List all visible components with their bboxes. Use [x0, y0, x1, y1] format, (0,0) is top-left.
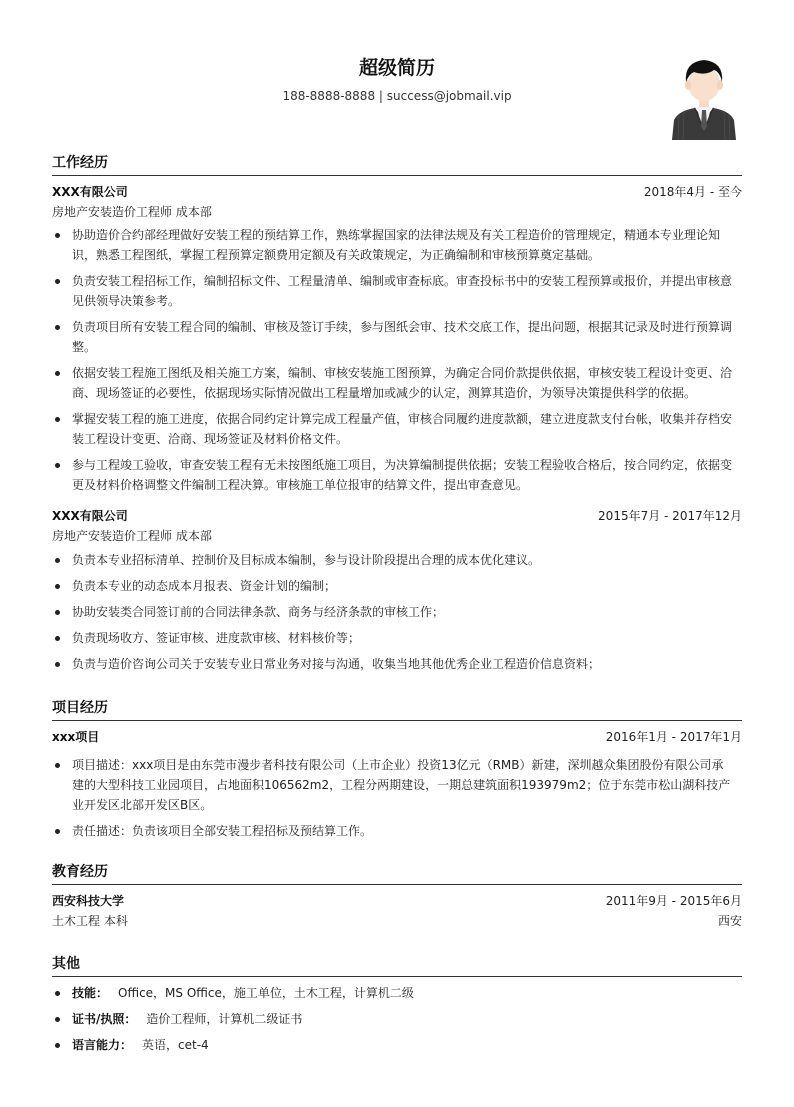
language-item	[52, 1035, 742, 1055]
project-period: 2016年1月 - 2017年1月	[605, 730, 742, 744]
job-period: 2015年7月 - 2017年12月	[598, 509, 742, 523]
certificates-label: 证书/执照：	[72, 1012, 137, 1026]
project-details	[52, 755, 742, 841]
job-period: 2018年4月 - 至今	[643, 185, 742, 199]
avatar	[670, 54, 738, 140]
section-title-other: 其他	[52, 956, 80, 972]
job-entry	[52, 506, 742, 680]
list-item: 参与工程竣工验收，审查安装工程有无未按图纸施工项目，为决算编制提供依据；安装工程验收合格后，按合同约定，依据变更及材料价格调整文件编制工程决算。审核施工单位报审的结算文件，提出审查意见。	[52, 455, 742, 495]
major-degree: 土木工程 本科	[52, 914, 128, 928]
education-section	[52, 861, 742, 932]
list-item: 负责项目所有安装工程合同的编制、审核及签订手续，参与图纸会审、技术交底工作，提出问题，根据其记录及时进行预算调整。	[52, 317, 742, 357]
section-divider	[52, 720, 742, 721]
job-duties	[52, 550, 742, 674]
contact-info: 188-8888-8888 | success@jobmail.vip	[282, 89, 512, 103]
language-label: 语言能力：	[72, 1038, 133, 1052]
certificates-value: 造价工程师，计算机二级证书	[146, 1012, 303, 1026]
list-item: 负责本专业招标清单、控制价及目标成本编制，参与设计阶段提出合理的成本优化建议。	[52, 550, 742, 570]
company-name: XXX有限公司	[52, 185, 128, 199]
skills-item	[52, 983, 742, 1003]
resume-name: 超级简历	[358, 57, 435, 79]
skills-label: 技能：	[72, 986, 109, 1000]
certificates-item	[52, 1009, 742, 1029]
list-item: 责任描述：负责该项目全部安装工程招标及预结算工作。	[52, 821, 742, 841]
list-item: 负责现场收方、签证审核、进度款审核、材料核价等；	[52, 628, 742, 648]
school-name: 西安科技大学	[52, 894, 125, 908]
language-value: 英语，cet-4	[142, 1038, 209, 1052]
section-divider	[52, 884, 742, 885]
education-location: 西安	[717, 914, 742, 928]
other-section	[52, 953, 742, 1061]
project-name: xxx项目	[52, 730, 100, 744]
list-item: 负责本专业的动态成本月报表、资金计划的编制；	[52, 576, 742, 596]
list-item: 依据安装工程施工图纸及相关施工方案，编制、审核安装施工图预算，为确定合同价款提供依据，审核安装工程设计变更、洽商、现场签证的必要性，依据现场实际情况做出工程量增加或减少的认定，测算其造价，为领导决策提供科学的依据。	[52, 363, 742, 403]
list-item: 负责与造价咨询公司关于安装专业日常业务对接与沟通，收集当地其他优秀企业工程造价信息资料；	[52, 654, 742, 674]
job-entry	[52, 182, 742, 495]
section-divider	[52, 175, 742, 176]
work-section	[52, 152, 742, 501]
job-role: 房地产安装造价工程师 成本部	[52, 205, 212, 219]
list-item: 协助安装类合同签订前的合同法律条款、商务与经济条款的审核工作；	[52, 602, 742, 622]
section-title-education: 教育经历	[52, 864, 108, 880]
skills-value: Office，MS Office，施工单位，土木工程，计算机二级	[118, 986, 414, 1000]
section-title-project: 项目经历	[52, 700, 108, 716]
list-item: 掌握安装工程的施工进度，依据合同约定计算完成工程量产值，审核合同履约进度款额，建立进度款支付台帐，收集并存档安装工程设计变更、洽商、现场签证及材料价格文件。	[52, 409, 742, 449]
list-item: 负责安装工程招标工作，编制招标文件、工程量清单、编制或审查标底。审查投标书中的安装工程预算或报价，并提出审核意见供领导决策参考。	[52, 271, 742, 311]
section-divider	[52, 976, 742, 977]
list-item: 协助造价合约部经理做好安装工程的预结算工作，熟练掌握国家的法律法规及有关工程造价的管理规定，精通本专业理论知识，熟悉工程图纸，掌握工程预算定额费用定额及有关政策规定，为正确编制和审核预算奠定基础。	[52, 225, 742, 265]
company-name: XXX有限公司	[52, 509, 128, 523]
list-item: 项目描述：xxx项目是由东莞市漫步者科技有限公司（上市企业）投资13亿元（RMB）新建，深圳越众集团股份有限公司承建的大型科技工业园项目，占地面积106562m2，工程分两期建设，一期总建筑面积193979m2；位于东莞市松山湖科技产业开发区北部开发区B区。	[52, 755, 742, 815]
project-section	[52, 697, 742, 847]
section-title-work: 工作经历	[52, 155, 108, 171]
education-period: 2011年9月 - 2015年6月	[605, 894, 742, 908]
job-duties	[52, 225, 742, 495]
job-role: 房地产安装造价工程师 成本部	[52, 529, 212, 543]
other-list	[52, 983, 742, 1055]
